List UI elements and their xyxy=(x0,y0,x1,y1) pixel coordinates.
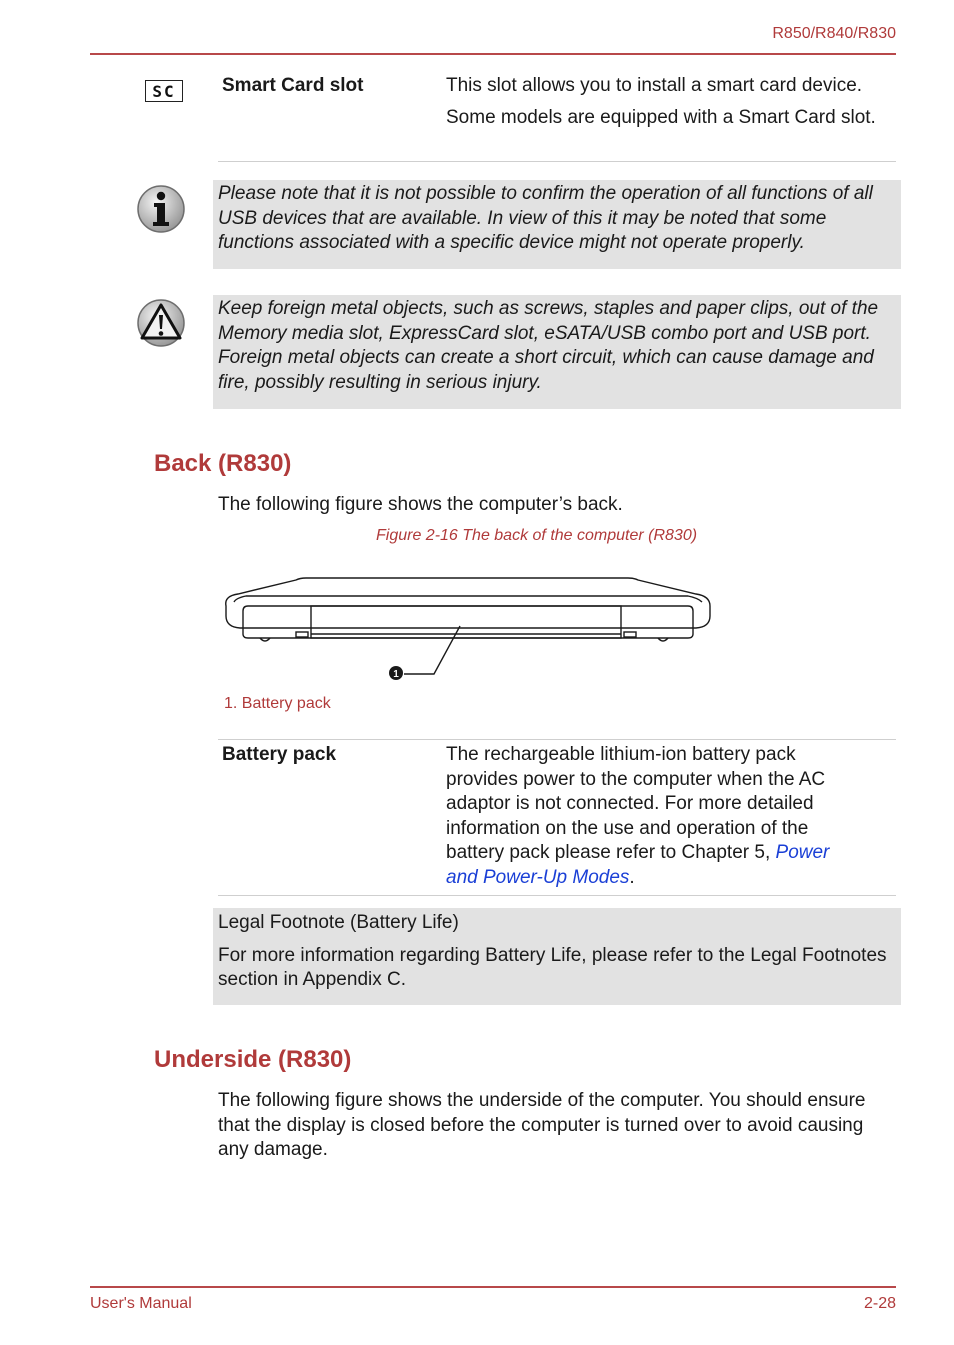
smart-card-term: Smart Card slot xyxy=(222,75,364,96)
footer-left: User's Manual xyxy=(90,1295,192,1312)
info-note-text: Please note that it is not possible to confirm the operation of all functions of all USB devices that are available. In view of this it may be noted that some functions associated with a specific device might not operate properly. xyxy=(218,183,873,254)
smart-card-icon-label: SC xyxy=(152,81,176,101)
warning-note-box xyxy=(213,295,901,409)
laptop-back-illustration xyxy=(218,572,718,684)
footer-page-number: 2-28 xyxy=(863,1295,896,1312)
legal-footnote-title: Legal Footnote (Battery Life) xyxy=(218,912,459,933)
battery-term: Battery pack xyxy=(222,744,337,765)
smart-card-icon xyxy=(145,80,183,102)
power-modes-link[interactable]: Power and Power-Up Modes xyxy=(446,842,830,888)
back-intro: The following figure shows the computer’s back. xyxy=(218,494,623,515)
battery-top-separator xyxy=(218,739,896,740)
battery-desc xyxy=(446,743,866,890)
figure-caption: Figure 2-16 The back of the computer (R830) xyxy=(376,527,698,544)
legal-footnote-box xyxy=(213,908,901,1005)
header-rule xyxy=(90,53,896,55)
running-header-model: R850/R840/R830 xyxy=(772,25,896,42)
warning-icon xyxy=(136,298,186,353)
underside-heading: Underside (R830) xyxy=(154,1046,352,1073)
callout-number: 1 xyxy=(393,669,399,680)
footer-rule xyxy=(90,1286,896,1288)
warning-note-text: Keep foreign metal objects, such as screws, staples and paper clips, out of the Memory media slot, ExpressCard slot, eSATA/USB combo port and USB port. Foreign metal objects can create a short circuit, which can cause damage and fire, possibly resulting in serious injury. xyxy=(218,298,879,393)
callout-legend: 1. Battery pack xyxy=(224,695,331,712)
legal-footnote-text: For more information regarding Battery Life, please refer to the Legal Footnotes section in Appendix C. xyxy=(218,944,887,990)
smart-card-separator xyxy=(218,161,896,162)
battery-desc-end: . xyxy=(629,866,635,888)
battery-desc-text: The rechargeable lithium-ion battery pack provides power to the computer when the AC adaptor is not connected. For more detailed information on the use and operation of the battery pack please refer to Chapter 5, xyxy=(446,744,826,863)
back-figure xyxy=(218,572,718,689)
battery-bottom-separator xyxy=(218,895,896,896)
smart-card-desc-1: This slot allows you to install a smart card device. xyxy=(446,75,863,96)
info-note-box xyxy=(213,180,901,269)
underside-intro: The following figure shows the underside of the computer. You should ensure that the display is closed before the computer is turned over to avoid causing any damage. xyxy=(218,1090,866,1160)
smart-card-desc-2: Some models are equipped with a Smart Card slot. xyxy=(446,107,876,128)
back-heading: Back (R830) xyxy=(154,450,292,477)
info-icon xyxy=(136,184,186,239)
